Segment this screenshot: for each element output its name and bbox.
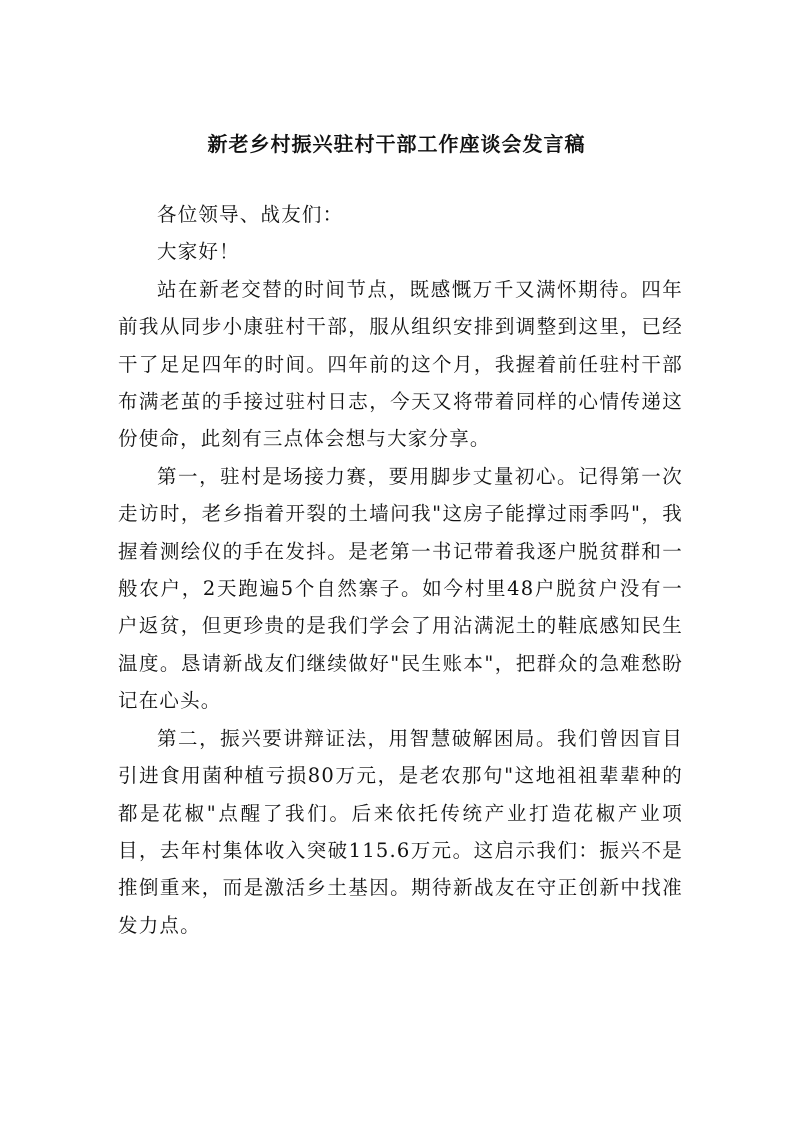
paragraph-intro: 站在新老交替的时间节点，既感慨万千又满怀期待。四年前我从同步小康驻村干部，服从组织安排到调整到这里，已经干了足足四年的时间。四年前的这个月，我握着前任驻村干部布满老茧的手接过驻村日志，今天又将带着同样的心情传递这份使命，此刻有三点体会想与大家分享。 — [118, 277, 683, 451]
paragraph-greeting: 大家好！ — [157, 240, 240, 264]
document-title: 新老乡村振兴驻村干部工作座谈会发言稿 — [207, 132, 586, 156]
document-body — [118, 196, 683, 944]
paragraph-point-one: 第一，驻村是场接力赛，要用脚步丈量初心。记得第一次走访时，老乡指着开裂的土墙问我"这房子能撑过雨季吗"，我握着测绘仪的手在发抖。是老第一书记带着我逐户脱贫群和一般农户，2天跑遍5个自然寨子。如今村里48户脱贫户没有一户返贫，但更珍贵的是我们学会了用沾满泥土的鞋底感知民生温度。恳请新战友们继续做好"民生账本"，把群众的急难愁盼记在心头。 — [118, 464, 683, 713]
paragraph-point-two: 第二，振兴要讲辩证法，用智慧破解困局。我们曾因盲目引进食用菌种植亏损80万元，是老农那句"这地祖祖辈辈种的都是花椒"点醒了我们。后来依托传统产业打造花椒产业项目，去年村集体收入突破115.6万元。这启示我们：振兴不是推倒重来，而是激活乡土基因。期待新战友在守正创新中找准发力点。 — [118, 726, 683, 937]
paragraph-salutation: 各位领导、战友们： — [157, 203, 344, 226]
